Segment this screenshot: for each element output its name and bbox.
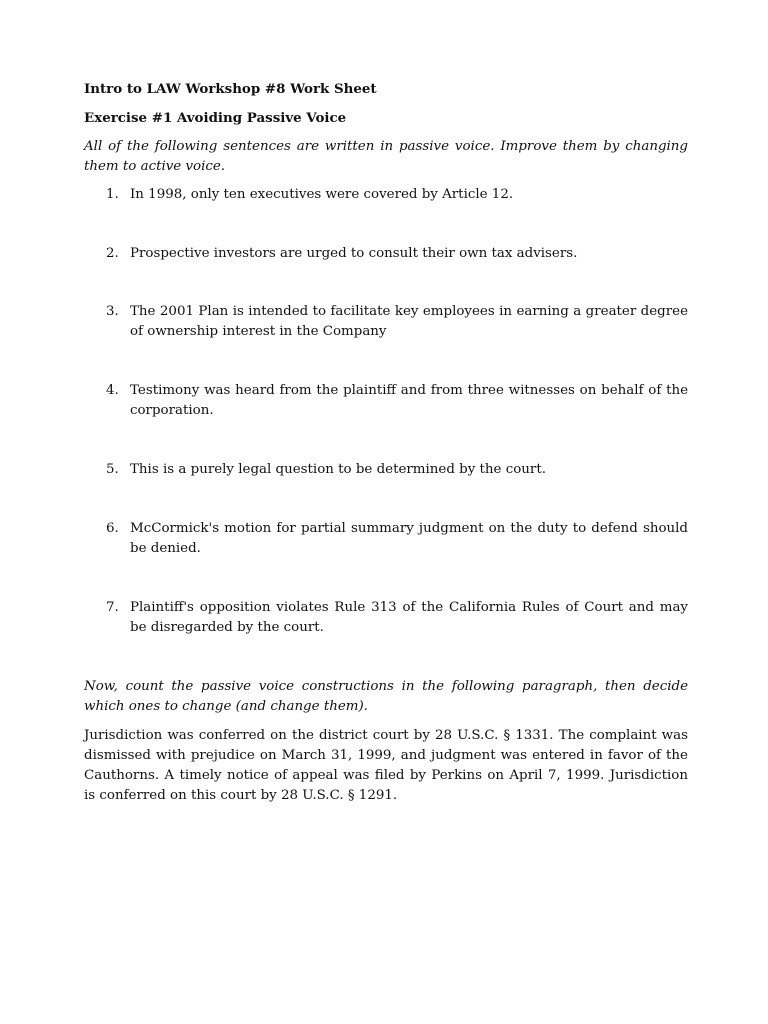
exercise-heading: Exercise #1 Avoiding Passive Voice xyxy=(84,110,347,126)
practice-paragraph: Jurisdiction was conferred on the district court by 28 U.S.C. § 1331. The complaint was dismissed with prejudice on March 31, 1999, and judgment was entered in favor of the Cauthorns. A timely notice of appeal was filed by Perkins on April 7, 1999. Jurisdiction is conferred on this court by 28 U.S.C. § 1291. xyxy=(84,728,688,803)
exercise-item-5 xyxy=(84,460,688,519)
exercise-instructions: All of the following sentences are written in passive voice. Improve them by changing them to active voice. xyxy=(84,139,688,174)
item-number: 2. xyxy=(106,246,119,261)
exercise-item-4 xyxy=(84,381,688,460)
exercise-item-2 xyxy=(84,244,688,302)
item-number: 7. xyxy=(106,600,119,615)
exercise-item-3 xyxy=(84,302,688,381)
item-text: Testimony was heard from the plaintiff and from three witnesses on behalf of the corporation. xyxy=(130,383,688,418)
paragraph-instructions: Now, count the passive voice constructions in the following paragraph, then decide which ones to change (and change them). xyxy=(84,679,688,714)
worksheet-page xyxy=(84,79,688,806)
exercise-item-7 xyxy=(84,598,688,677)
item-text: This is a purely legal question to be determined by the court. xyxy=(130,462,546,477)
exercise-list xyxy=(84,185,688,677)
item-number: 1. xyxy=(106,187,119,202)
item-text: Plaintiff's opposition violates Rule 313 of the California Rules of Court and may be disregarded by the court. xyxy=(130,600,688,635)
exercise-item-1 xyxy=(84,185,688,244)
item-text: McCormick's motion for partial summary judgment on the duty to defend should be denied. xyxy=(130,521,688,556)
worksheet-title: Intro to LAW Workshop #8 Work Sheet xyxy=(84,81,377,97)
item-text: The 2001 Plan is intended to facilitate key employees in earning a greater degree of ownership interest in the Company xyxy=(130,304,688,339)
item-number: 4. xyxy=(106,383,119,398)
item-number: 6. xyxy=(106,521,119,536)
item-number: 3. xyxy=(106,304,119,319)
item-text: Prospective investors are urged to consult their own tax advisers. xyxy=(130,246,578,261)
item-number: 5. xyxy=(106,462,119,477)
item-text: In 1998, only ten executives were covered by Article 12. xyxy=(130,187,514,202)
exercise-item-6 xyxy=(84,519,688,598)
